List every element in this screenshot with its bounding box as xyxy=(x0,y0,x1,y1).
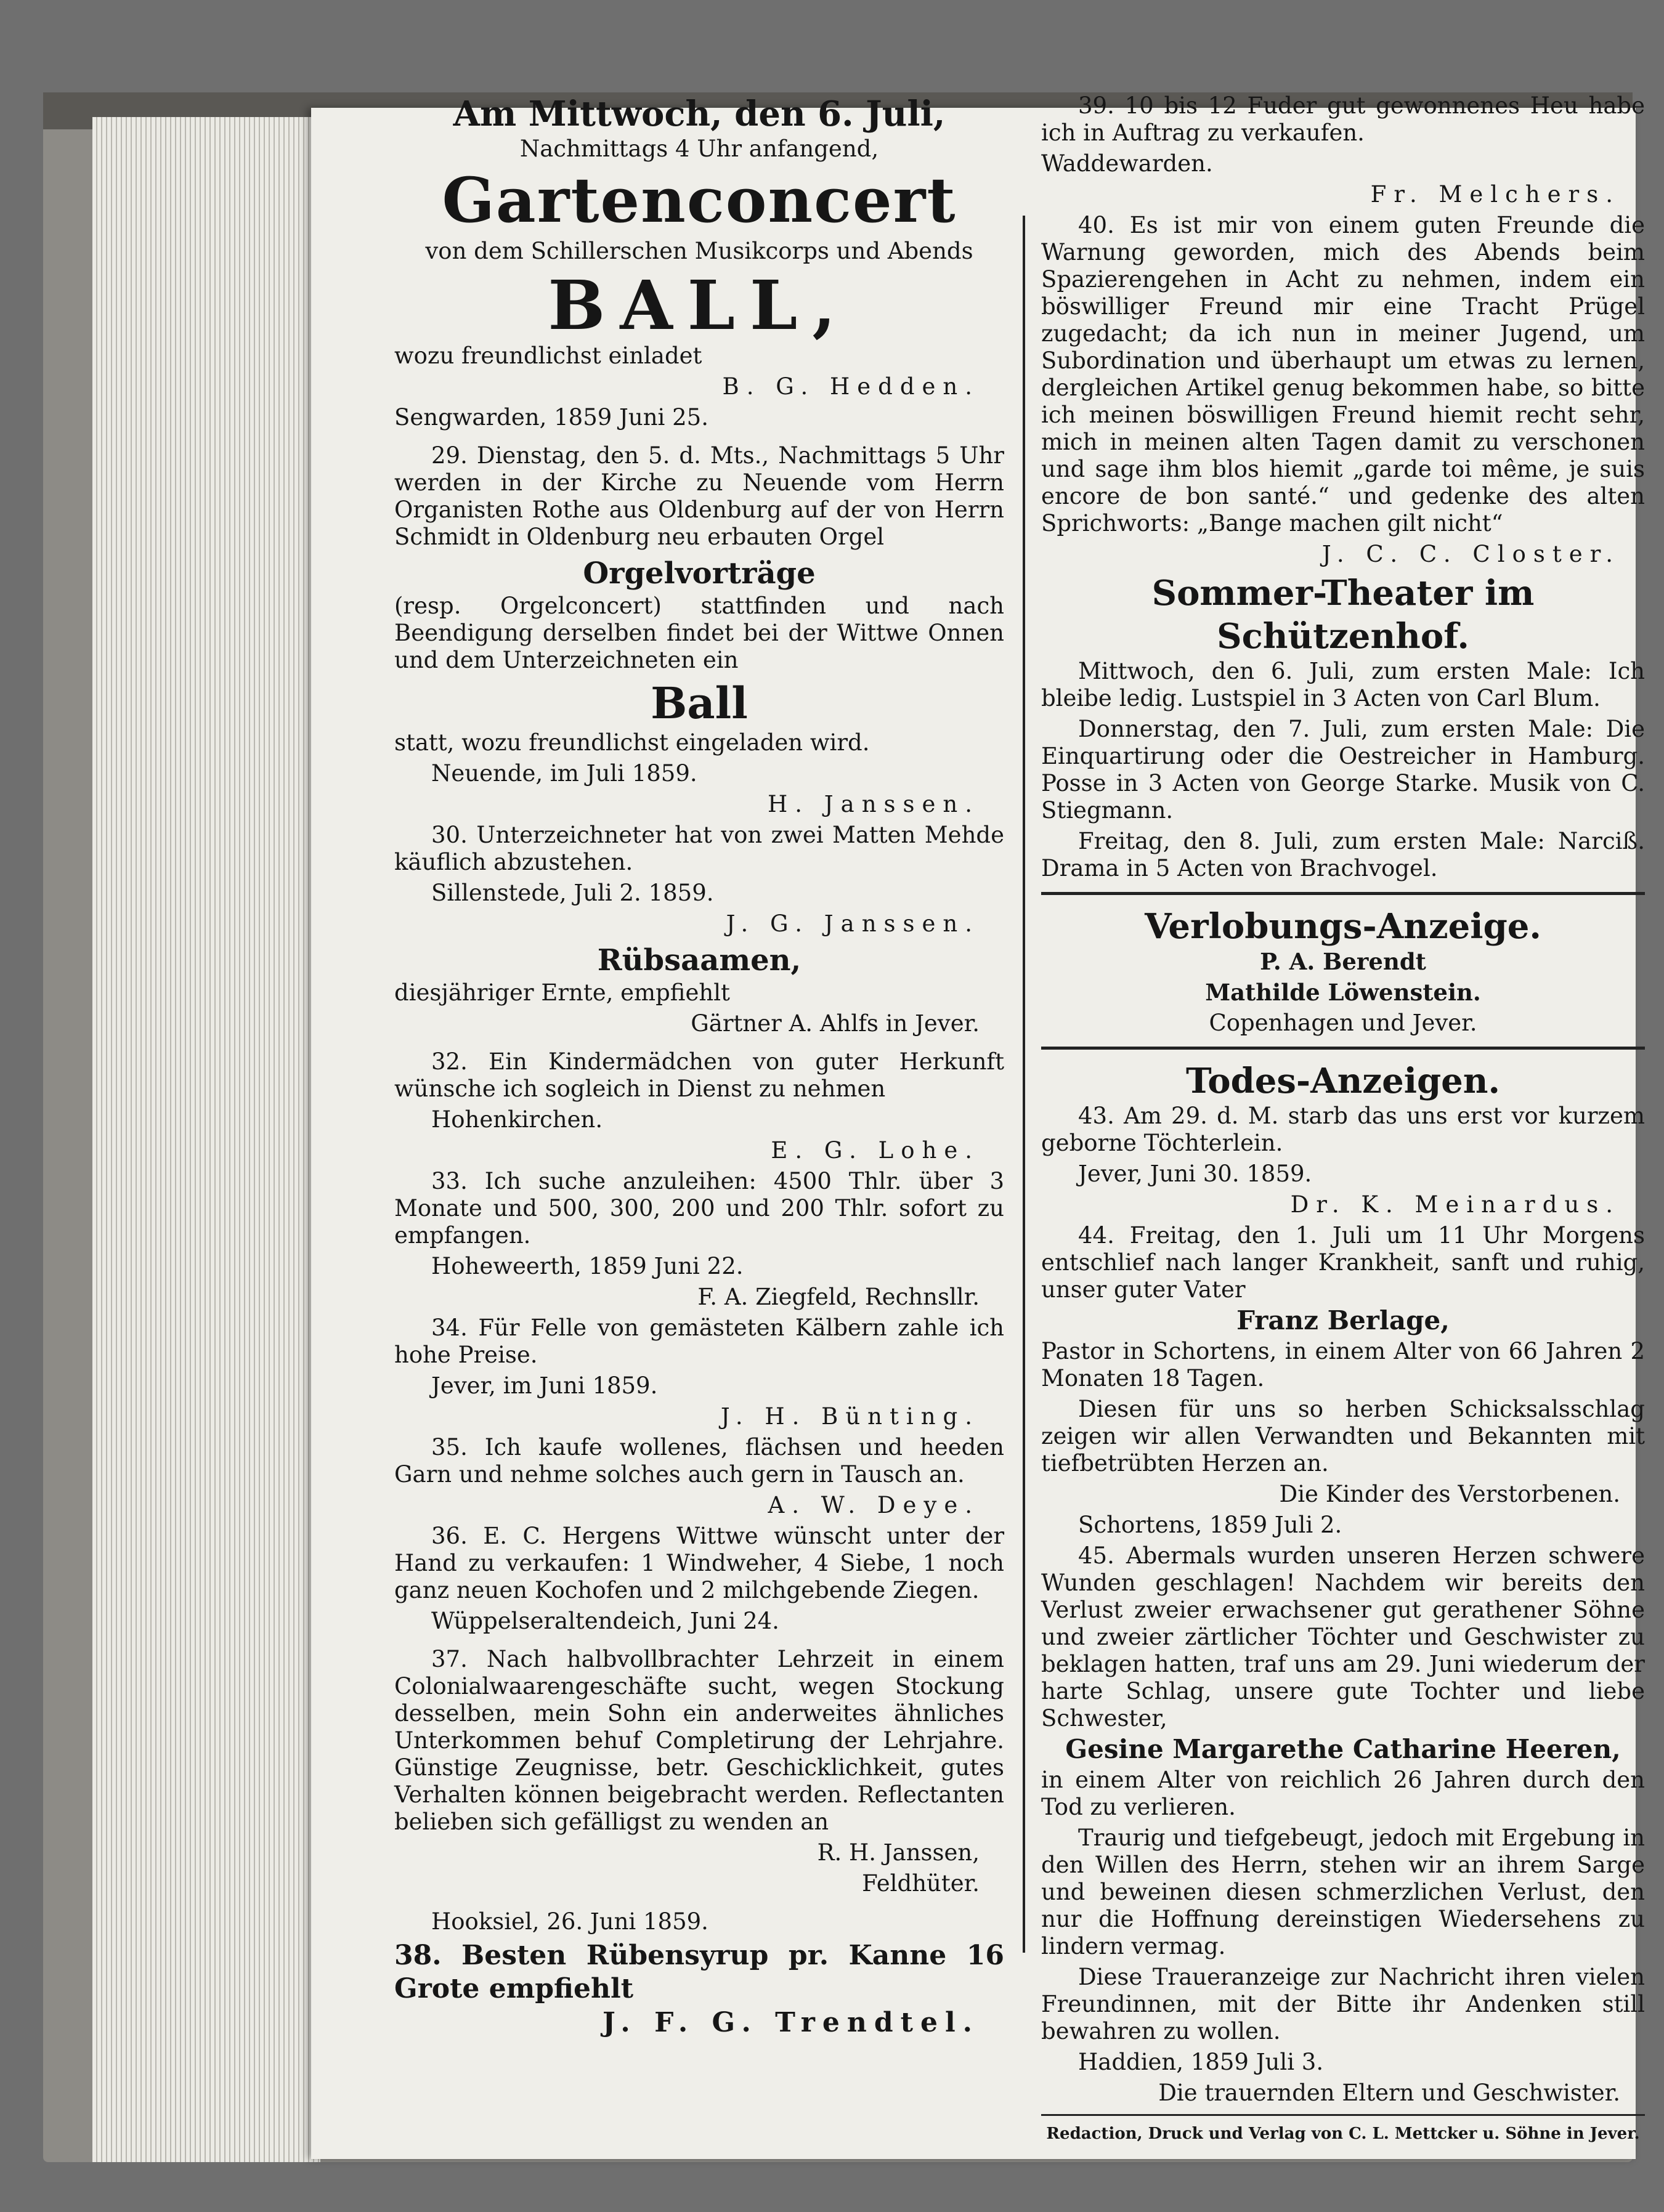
ad-signature: B. G. Hedden. xyxy=(722,373,980,400)
ad-place-date: Wüppelseraltendeich, Juni 24. xyxy=(431,1608,779,1634)
ad-signature: H. Janssen. xyxy=(768,791,980,817)
page-edges xyxy=(92,117,320,2162)
ad-text: 39. 10 bis 12 Fuder gut gewonnenes Heu habe ich in Auftrag zu verkaufen. xyxy=(1041,92,1645,146)
ad-text: 36. E. C. Hergens Wittwe wünscht unter der Hand zu verkaufen: 1 Windweher, 4 Siebe, 1 noch ganz neuen Kochofen und 2 milchgebende Ziegen. xyxy=(394,1523,1004,1603)
right-column xyxy=(1041,92,1645,2148)
ad-text: statt, wozu freundlichst eingeladen wird. xyxy=(394,729,870,756)
section-rule xyxy=(1041,2114,1645,2116)
ad-38 xyxy=(394,1939,1004,2036)
theater-entry: Donnerstag, den 7. Juli, zum ersten Male: Die Einquartirung oder die Oestreicher in Hamburg. Posse in 3 Acten von George Starke. Musik von C. Stiegmann. xyxy=(1041,716,1645,824)
ad-signature: F. A. Ziegfeld, Rechnsllr. xyxy=(697,1284,980,1310)
ad-signature: J. G. Janssen. xyxy=(726,910,980,937)
ad-place-date: Hooksiel, 26. Juni 1859. xyxy=(431,1908,708,1935)
ad-36 xyxy=(394,1523,1004,1635)
theater-announcement xyxy=(1041,572,1645,882)
engagement-name: P. A. Berendt xyxy=(1260,948,1426,975)
column-divider xyxy=(1023,216,1025,1953)
ad-signature: J. H. Bünting. xyxy=(720,1403,980,1430)
notice-place-date: Jever, Juni 30. 1859. xyxy=(1078,1161,1312,1187)
ad-text: 30. Unterzeichneter hat von zwei Matten Mehde käuflich abzustehen. xyxy=(394,822,1004,875)
section-rule xyxy=(1041,892,1645,895)
ad-title: Orgelvorträge xyxy=(583,556,816,591)
engagement-name: Mathilde Löwenstein. xyxy=(1205,979,1481,1006)
ad-signature: E. G. Lohe. xyxy=(771,1137,980,1164)
ad-gartenconcert xyxy=(394,92,1004,431)
ad-40 xyxy=(1041,212,1645,568)
theater-entry: Mittwoch, den 6. Juli, zum ersten Male: Ich bleibe ledig. Lustspiel in 3 Acten von Carl Blum. xyxy=(1041,658,1645,711)
ad-ball-heading: Ball xyxy=(651,678,748,729)
notice-name: Franz Berlage, xyxy=(1236,1305,1450,1335)
ad-date-line: Am Mittwoch, den 6. Juli, xyxy=(453,94,946,134)
notice-text: 45. Abermals wurden unseren Herzen schwere Wunden geschlagen! Nachdem wir bereits den Verlust zweier erwachsener gut gerathener Söhne und zweier zärtlicher Töchter und Geschwister zu beklagen hatten, traf uns am 29. Juni wiederum der harte Schlag, unsere gute Tochter und liebe Schwester, xyxy=(1041,1542,1645,1732)
notice-name: Gesine Margarethe Catharine Heeren, xyxy=(1065,1734,1621,1764)
ad-ball-heading: BALL, xyxy=(548,265,851,345)
ad-signature: A. W. Deye. xyxy=(768,1492,980,1518)
death-notices xyxy=(1041,1059,1645,2107)
ad-32 xyxy=(394,1048,1004,1164)
ad-signature: J. C. C. Closter. xyxy=(1321,541,1620,567)
ad-text: 33. Ich suche anzuleihen: 4500 Thlr. über 3 Monate und 500, 300, 200 und 200 Thlr. sofort zu empfangen. xyxy=(394,1168,1004,1249)
engagement-notice xyxy=(1041,905,1645,1037)
engagement-title: Verlobungs-Anzeige. xyxy=(1145,906,1541,947)
ad-text: (resp. Orgelconcert) stattfinden und nach Beendigung derselben findet bei der Wittwe Onnen und dem Unterzeichneten ein xyxy=(394,593,1004,673)
notice-text: in einem Alter von reichlich 26 Jahren durch den Tod zu verlieren. xyxy=(1041,1767,1645,1820)
ad-signature: Feldhüter. xyxy=(862,1870,980,1897)
notice-signature: Die Kinder des Verstorbenen. xyxy=(1279,1481,1620,1507)
ad-33 xyxy=(394,1168,1004,1311)
ad-signature: R. H. Janssen, xyxy=(817,1839,980,1866)
ad-text: wozu freundlichst einladet xyxy=(394,342,702,369)
notice-text: Diese Traueranzeige zur Nachricht ihren vielen Freundinnen, mit der Bitte ihr Andenken still bewahren zu wollen. xyxy=(1041,1964,1645,2044)
ad-place-date: Neuende, im Juli 1859. xyxy=(431,760,697,787)
ad-29 xyxy=(394,442,1004,818)
theater-title: Sommer-Theater im Schützenhof. xyxy=(1151,573,1535,657)
notice-text: 44. Freitag, den 1. Juli um 11 Uhr Morgens entschlief nach langer Krankheit, sanft und ruhig, unser guter Vater xyxy=(1041,1222,1645,1303)
ad-time-line: Nachmittags 4 Uhr anfangend, xyxy=(519,136,879,162)
left-column xyxy=(394,92,1004,2040)
ad-34 xyxy=(394,1315,1004,1430)
ad-text: 32. Ein Kindermädchen von guter Herkunft wünsche ich sogleich in Dienst zu nehmen xyxy=(394,1048,1004,1102)
notice-text: Traurig und tiefgebeugt, jedoch mit Ergebung in den Willen des Herrn, stehen wir an ihrem Sarge und beweinen diesen schmerzlichen Verlust, den nur die Hoffnung dereinstigen Wiedersehens zu lindern vermag. xyxy=(1041,1825,1645,1959)
ad-text: diesjähriger Ernte, empfiehlt xyxy=(394,979,730,1006)
notice-text: Diesen für uns so herben Schicksalsschlag zeigen wir allen Verwandten und Bekannten mit tiefbetrübten Herzen an. xyxy=(1041,1396,1645,1477)
ad-signature: J. F. G. Trendtel. xyxy=(603,2007,980,2038)
engagement-place: Copenhagen und Jever. xyxy=(1209,1010,1477,1036)
notice-signature: Die trauernden Eltern und Geschwister. xyxy=(1158,2080,1620,2106)
ad-text: 29. Dienstag, den 5. d. Mts., Nachmittags 5 Uhr werden in der Kirche zu Neuende vom Herrn Organisten Rothe aus Oldenburg auf der von Herrn Schmidt in Oldenburg neu erbauten Orgel xyxy=(394,442,1004,550)
notice-place-date: Schortens, 1859 Juli 2. xyxy=(1078,1512,1342,1538)
ad-text: 37. Nach halbvollbrachter Lehrzeit in einem Colonialwaarengeschäfte sucht, wegen Stockung desselben, mein Sohn ein anderweites ähnliches Unterkommen behuf Completirung der Lehrjahre. Günstige Zeugnisse, betr. Geschicklichkeit, gutes Verhalten können beigebracht werden. Reflectanten belieben sich gefälligst zu wenden an xyxy=(394,1646,1004,1835)
ad-place-date: Sillenstede, Juli 2. 1859. xyxy=(431,880,714,906)
ad-title: Gartenconcert xyxy=(442,164,957,237)
section-rule xyxy=(1041,1047,1645,1050)
ad-signature: Fr. Melchers. xyxy=(1370,181,1620,208)
ad-39 xyxy=(1041,92,1645,208)
ad-place-date: Sengwarden, 1859 Juni 25. xyxy=(394,404,708,431)
imprint-line: Redaction, Druck und Verlag von C. L. Mettcker u. Söhne in Jever. xyxy=(1046,2125,1640,2143)
notice-place-date: Haddien, 1859 Juli 3. xyxy=(1078,2049,1324,2075)
theater-entry: Freitag, den 8. Juli, zum ersten Male: Narciß. Drama in 5 Acten von Brachvogel. xyxy=(1041,828,1645,881)
ad-text: 40. Es ist mir von einem guten Freunde die Warnung geworden, mich des Abends beim Spazierengehen in Acht zu nehmen, indem ein böswilliger Freund mir eine Tracht Prügel zugedacht; da ich nun in meiner Jugend, um Subordination und überhaupt um etwas zu lernen, dergleichen Artikel genug bekommen habe, so bitte ich meinen böswilligen Freund hiemit recht sehr, mich in meinen alten Tagen damit zu verschonen und sage ihm blos hiemit „garde toi même, je suis encore de bon santé.“ und gedenke des alten Sprichworts: „Bange machen gilt nicht“ xyxy=(1041,212,1645,537)
ad-place-date: Hoheweerth, 1859 Juni 22. xyxy=(431,1253,744,1279)
ad-37 xyxy=(394,1646,1004,1935)
ad-signature: Gärtner A. Ahlfs in Jever. xyxy=(691,1010,980,1037)
notice-text: Pastor in Schortens, in einem Alter von 66 Jahren 2 Monaten 18 Tagen. xyxy=(1041,1338,1645,1392)
ad-title: Rübsaamen, xyxy=(597,943,802,978)
ad-text: 34. Für Felle von gemästeten Kälbern zahle ich hohe Preise. xyxy=(394,1315,1004,1368)
death-notices-title: Todes-Anzeigen. xyxy=(1185,1061,1500,1101)
notice-text: 43. Am 29. d. M. starb das uns erst vor kurzem geborne Töchterlein. xyxy=(1041,1103,1645,1156)
ad-text: von dem Schillerschen Musikcorps und Abends xyxy=(425,238,973,264)
ad-place-date: Hohenkirchen. xyxy=(431,1106,603,1133)
ad-place-date: Jever, im Juni 1859. xyxy=(431,1372,658,1399)
ad-place-date: Waddewarden. xyxy=(1041,150,1213,177)
ad-text: 35. Ich kaufe wollenes, flächsen und heeden Garn und nehme solches auch gern in Tausch an. xyxy=(394,1434,1004,1488)
ad-35 xyxy=(394,1434,1004,1519)
notice-signature: Dr. K. Meinardus. xyxy=(1290,1191,1620,1218)
ad-text: 38. Besten Rübensyrup pr. Kanne 16 Grote empfiehlt xyxy=(394,1940,1004,2004)
ad-30 xyxy=(394,822,1004,1037)
